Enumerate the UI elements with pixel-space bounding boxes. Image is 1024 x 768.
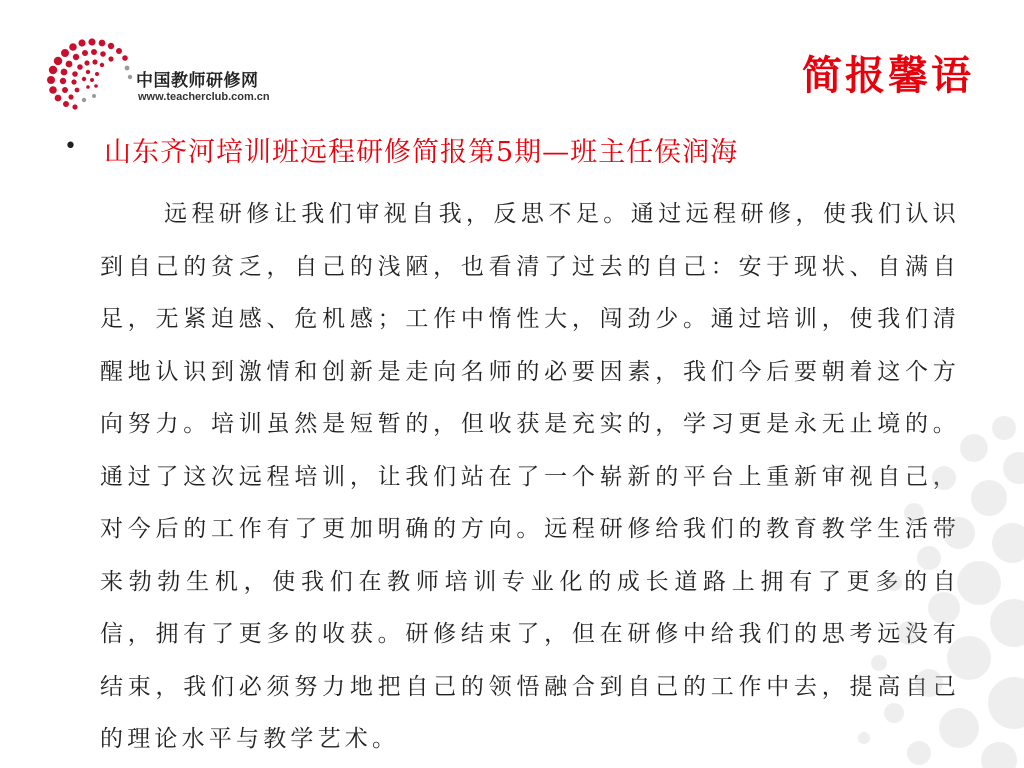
page-title: 简报馨语	[802, 52, 974, 99]
logo	[44, 34, 304, 110]
logo-name: 中国教师研修网	[136, 71, 259, 91]
headline	[64, 130, 964, 170]
logo-mark-icon	[44, 34, 140, 110]
decorative-dots-icon	[834, 408, 1024, 768]
headline-text: 山东齐河培训班远程研修简报第5期—班主任侯润海	[104, 137, 739, 168]
bullet-icon: •	[64, 134, 77, 159]
body-paragraph: 远程研修让我们审视自我，反思不足。通过远程研修，使我们认识到自己的贫乏，自己的浅陋，也看清了过去的自己：安于现状、自满自足，无紧迫感、危机感；工作中惰性大，闯劲少。通过培训，使我们清醒地认识到激情和创新是走向名师的必要因素，我们今后要朝着这个方向努力。培训虽然是短暂的，但收获是充实的，学习更是永无止境的。通过了这次远程培训，让我们站在了一个崭新的平台上重新审视自己，对今后的工作有了更加明确的方向。远程研修给我们的教育教学生活带来勃勃生机，使我们在教师培训专业化的成长道路上拥有了更多的自信，拥有了更多的收获。研修结束了，但在研修中给我们的思考远没有结束，我们必须努力地把自己的领悟融合到自己的工作中去，提高自己的理论水平与教学艺术。	[100, 201, 960, 752]
logo-url: www.teacherclub.com.cn	[138, 91, 270, 103]
